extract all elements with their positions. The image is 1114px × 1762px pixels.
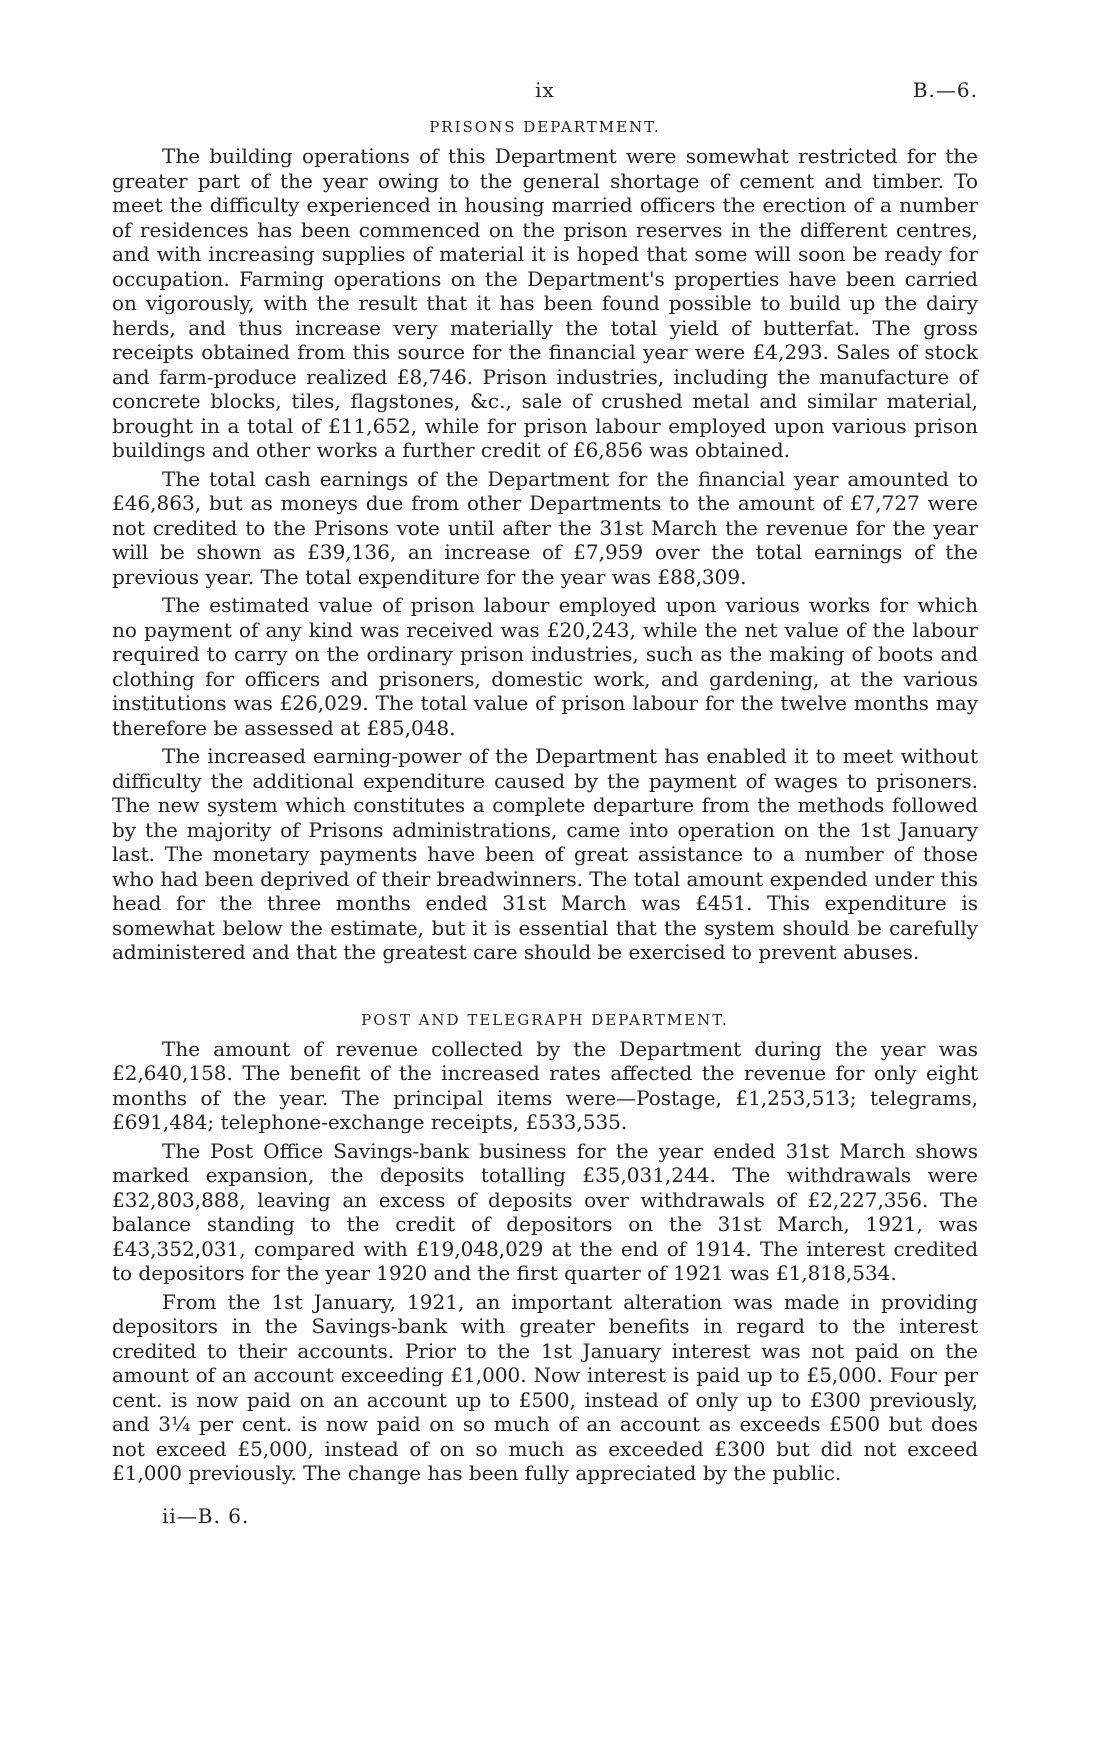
page-header (112, 78, 978, 108)
paragraph: The amount of revenue collected by the Department during the year was £2,640,158. The benefit of the increased rates affected the revenue for only eight months of the year. The principal items were—Postage, £1,253,513; telegrams, £691,484; telephone-exchange receipts, £533,535. (112, 1036, 978, 1134)
paragraph: The Post Office Savings-bank business for the year ended 31st March shows marked expansion, the deposits totalling £35,031,244. The withdrawals were £32,803,888, leaving an excess of deposits over withdrawals of £2,227,356. The balance standing to the credit of depositors on the 31st March, 1921, was £43,352,031, compared with £19,048,029 at the end of 1914. The interest credited to depositors for the year 1920 and the first quarter of 1921 was £1,818,534. (112, 1138, 978, 1285)
paragraph: The total cash earnings of the Department for the financial year amounted to £46,863, but as moneys due from other Departments to the amount of £7,727 were not credited to the Prisons vote until after the 31st March the revenue for the year will be shown as £39,136, an increase of £7,959 over the total earnings of the previous year. The total expenditure for the year was £88,309. (112, 466, 978, 589)
section-title-prisons: PRISONS DEPARTMENT. (429, 118, 661, 136)
page-number: ix (535, 78, 555, 102)
section-prisons (112, 118, 978, 965)
paragraph: From the 1st January, 1921, an important alteration was made in providing depositors in the Savings-bank with greater benefits in regard to the interest credited to their accounts. Prior to the 1st January interest was not paid on the amount of an account exceeding £1,000. Now interest is paid up to £5,000. Four per cent. is now paid on an account up to £500, instead of only up to £300 previously, and 3¼ per cent. is now paid on so much of an account as exceeds £500 but does not exceed £5,000, instead of on so much as exceeded £300 but did not exceed £1,000 previously. The change has been fully appreciated by the public. (112, 1289, 978, 1485)
paragraph: The estimated value of prison labour employed upon various works for which no payment of any kind was received was £20,243, while the net value of the labour required to carry on the ordinary prison industries, such as the making of boots and clothing for officers and prisoners, domestic work, and gardening, at the various institutions was £26,029. The total value of prison labour for the twelve months may therefore be assessed at £85,048. (112, 593, 978, 740)
document-reference: B.—6. (912, 78, 978, 102)
signature-mark: ii—B. 6. (162, 1503, 250, 1528)
paragraph: The building operations of this Department were somewhat restricted for the greater part of the year owing to the general shortage of cement and timber. To meet the difficulty experienced in housing married officers the erection of a number of residences has been commenced on the prison reserves in the different centres, and with increasing supplies of material it is hoped that some will soon be ready for occupation. Farming operations on the Department's properties have been carried on vigorously, with the result that it has been found possible to build up the dairy herds, and thus increase very materially the total yield of butterfat. The gross receipts obtained from this source for the financial year were £4,293. Sales of stock and farm-produce realized £8,746. Prison industries, including the manufacture of concrete blocks, tiles, flagstones, &c., sale of crushed metal and similar material, brought in a total of £11,652, while for prison labour employed upon various prison buildings and other works a further credit of £6,856 was obtained. (112, 144, 978, 462)
section-title-post-telegraph: POST AND TELEGRAPH DEPARTMENT. (361, 1010, 729, 1029)
document-page (112, 78, 978, 1528)
section-post-telegraph (112, 1011, 978, 1486)
paragraph: The increased earning-power of the Department has enabled it to meet without difficulty the additional expenditure caused by the payment of wages to prisoners. The new system which constitutes a complete departure from the methods followed by the majority of Prisons administrations, came into operation on the 1st January last. The monetary payments have been of great assistance to a number of those who had been deprived of their breadwinners. The total amount expended under this head for the three months ended 31st March was £451. This expenditure is somewhat below the estimate, but it is essential that the system should be carefully administered and that the greatest care should be exercised to prevent abuses. (112, 744, 978, 964)
